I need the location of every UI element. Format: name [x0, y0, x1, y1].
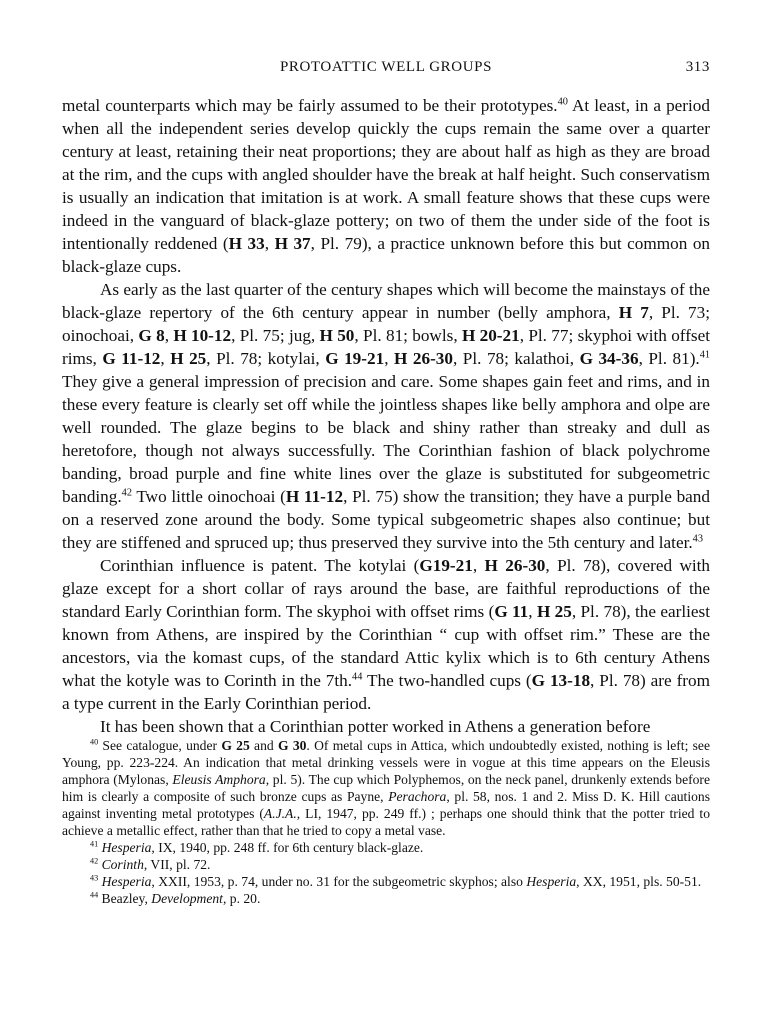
- text-run: , pl. 58, nos. 1 and 2. Miss D. K. Hill cautions against inventing metal prototypes (: [62, 789, 710, 821]
- catalogue-ref: H 25: [170, 349, 207, 368]
- text-run: , Pl. 77; skyphoi with offset rims,: [62, 326, 711, 368]
- catalogue-ref: H 20-21: [461, 326, 520, 345]
- catalogue-ref: H 26-30: [394, 349, 453, 368]
- catalogue-ref: G 25: [221, 738, 250, 753]
- text-run: ,: [472, 556, 485, 575]
- text-run: At least, in a period when all the independent series develop quickly the cups remain the same over a quarter century at least, retaining their neat proportions; they are about half as high as they are broad at the rim, and the cups with angled shoulder have the break at half height. Such conservatism is usually an indication that imitation is at work. A small feature shows that these cups were indeed in the vanguard of black-glaze pottery; on two of them the under side of the foot is intentionally reddened (: [62, 96, 710, 253]
- citation-title: Perachora: [388, 789, 447, 804]
- text-run: As early as the last quarter of the century shapes which will become the mainstays of the black-glaze repertory of the 6th century appear in number (belly amphora,: [62, 280, 710, 322]
- catalogue-ref: H 37: [274, 234, 311, 253]
- text-run: , Pl. 81).: [638, 349, 700, 368]
- text-run: ,: [264, 234, 275, 253]
- citation-title: Hesperia: [101, 840, 152, 855]
- text-run: , Pl. 78) are from a type current in the Early Corinthian period.: [62, 671, 710, 713]
- footnote-43: [62, 873, 710, 890]
- catalogue-ref: G 13-18: [531, 671, 591, 690]
- text-run: They give a general impression of precision and care. Some shapes gain feet and rims, and in these every feature is clearly set off while the jointless shapes like belly amphora and olpe are well rounded. The glaze begins to be black and shiny rather than streaky and dull as heretofore, though not always successfully. The Corinthian fashion of black polychrome banding, broad purple and fine white lines over the glaze is substituted for subgeometric banding.: [62, 372, 710, 506]
- catalogue-ref: H 7: [618, 303, 649, 322]
- page-number: 313: [685, 59, 710, 75]
- footnote-40: [62, 737, 710, 839]
- footnote-ref: 44: [352, 671, 363, 683]
- text-run: , LI, 1947, pp. 249 ff.) ; perhaps one should think that the potter tried to achieve a metallic effect, rather than that he tried to copy a metal vase.: [62, 806, 710, 838]
- text-run: , Pl. 75; jug,: [231, 326, 320, 345]
- citation-title: Hesperia: [526, 874, 577, 889]
- running-header: [62, 59, 710, 83]
- text-run: , Pl. 75) show the transition; they have a purple band on a reserved zone around the body. Some typical subgeometric shapes also continue; but they are stiffened and spruced up; thus preserved they survive into the 5th century and later.: [62, 487, 710, 552]
- text-run: Two little oinochoai (: [131, 487, 286, 506]
- footnote-ref: 41: [699, 349, 711, 361]
- catalogue-ref: G 11-12: [102, 349, 161, 368]
- text-run: Corinthian influence is patent. The kotylai (: [100, 556, 420, 575]
- catalogue-ref: G 19-21: [325, 349, 385, 368]
- main-text: [62, 94, 710, 738]
- paragraph-2: [62, 278, 710, 554]
- text-run: Beazley,: [98, 891, 152, 906]
- text-run: . Of metal cups in Attica, which undoubtedly existed, nothing is left; see Young, pp. 223-224. An indication that metal drinking vessels were in vogue at this time appears on the Eleusis amphora (Mylonas,: [62, 738, 710, 787]
- footnote-ref: 42: [121, 487, 132, 499]
- text-run: ,: [164, 326, 174, 345]
- text-run: and: [249, 738, 278, 753]
- catalogue-ref: G19-21: [419, 556, 473, 575]
- footnote-44: [62, 890, 710, 907]
- footnote-41: [62, 839, 710, 856]
- footnote-number: 42: [90, 856, 99, 866]
- text-run: See catalogue, under: [98, 738, 222, 753]
- footnotes: [62, 737, 710, 907]
- footnote-number: 44: [90, 890, 99, 900]
- paragraph-3: [62, 554, 710, 715]
- footnote-number: 40: [90, 737, 99, 747]
- footnote-42: [62, 856, 710, 873]
- text-run: , p. 20.: [222, 891, 261, 906]
- text-run: , Pl. 78), covered with glaze except for a short collar of rays around the base, are faithful reproductions of the standard Early Corinthian form. The skyphoi with offset rims (: [62, 556, 710, 621]
- catalogue-ref: H 50: [319, 326, 355, 345]
- catalogue-ref: H 10-12: [173, 326, 232, 345]
- text-run: , Pl. 78; kotylai,: [206, 349, 326, 368]
- citation-title: Development: [151, 891, 223, 906]
- citation-title: A.J.A.: [263, 806, 297, 821]
- text-run: It has been shown that a Corinthian potter worked in Athens a generation before: [100, 717, 651, 736]
- text-run: , pl. 5). The cup which Polyphemos, on the neck panel, drunkenly extends before him is clearly a composite of such bronze cups as Payne,: [62, 772, 710, 804]
- text-run: , XX, 1951, pls. 50-51.: [576, 874, 702, 889]
- running-title: PROTOATTIC WELL GROUPS: [279, 59, 493, 75]
- text-run: , Pl. 73; oinochoai,: [62, 303, 711, 345]
- citation-title: Eleusis Amphora: [172, 772, 266, 787]
- text-run: , Pl. 78; kalathoi,: [453, 349, 580, 368]
- text-run: , VII, pl. 72.: [143, 857, 211, 872]
- text-run: ,: [384, 349, 395, 368]
- catalogue-ref: G 34-36: [579, 349, 639, 368]
- citation-title: Hesperia: [101, 874, 152, 889]
- citation-title: Corinth: [101, 857, 144, 872]
- text-run: ,: [528, 602, 537, 621]
- footnote-number: 43: [90, 873, 99, 883]
- text-run: , XXII, 1953, p. 74, under no. 31 for the subgeometric skyphos; also: [151, 874, 527, 889]
- catalogue-ref: H 26-30: [484, 556, 546, 575]
- text-run: metal counterparts which may be fairly assumed to be their prototypes.: [62, 96, 558, 115]
- catalogue-ref: H 11-12: [285, 487, 344, 506]
- catalogue-ref: H 33: [228, 234, 265, 253]
- text-run: , Pl. 79), a practice unknown before this but common on black-glaze cups.: [62, 234, 711, 276]
- footnote-number: 41: [90, 839, 99, 849]
- footnote-ref: 40: [557, 96, 568, 108]
- catalogue-ref: G 8: [138, 326, 165, 345]
- text-run: , IX, 1940, pp. 248 ff. for 6th century black-glaze.: [151, 840, 424, 855]
- paragraph-4: [62, 715, 710, 738]
- footnote-ref: 43: [692, 533, 703, 545]
- catalogue-ref: H 25: [536, 602, 572, 621]
- catalogue-ref: G 11: [494, 602, 529, 621]
- paragraph-1: [62, 94, 710, 278]
- text-run: , Pl. 78), the earliest known from Athens, are inspired by the Corinthian “ cup with offset rim.” These are the ancestors, via the komast cups, of the standard Attic kylix which is to 6th century Athens what the kotyle was to Corinth in the 7th.: [62, 602, 710, 690]
- text-run: The two-handled cups (: [362, 671, 532, 690]
- text-run: ,: [160, 349, 171, 368]
- catalogue-ref: G 30: [277, 738, 307, 753]
- text-run: , Pl. 81; bowls,: [354, 326, 462, 345]
